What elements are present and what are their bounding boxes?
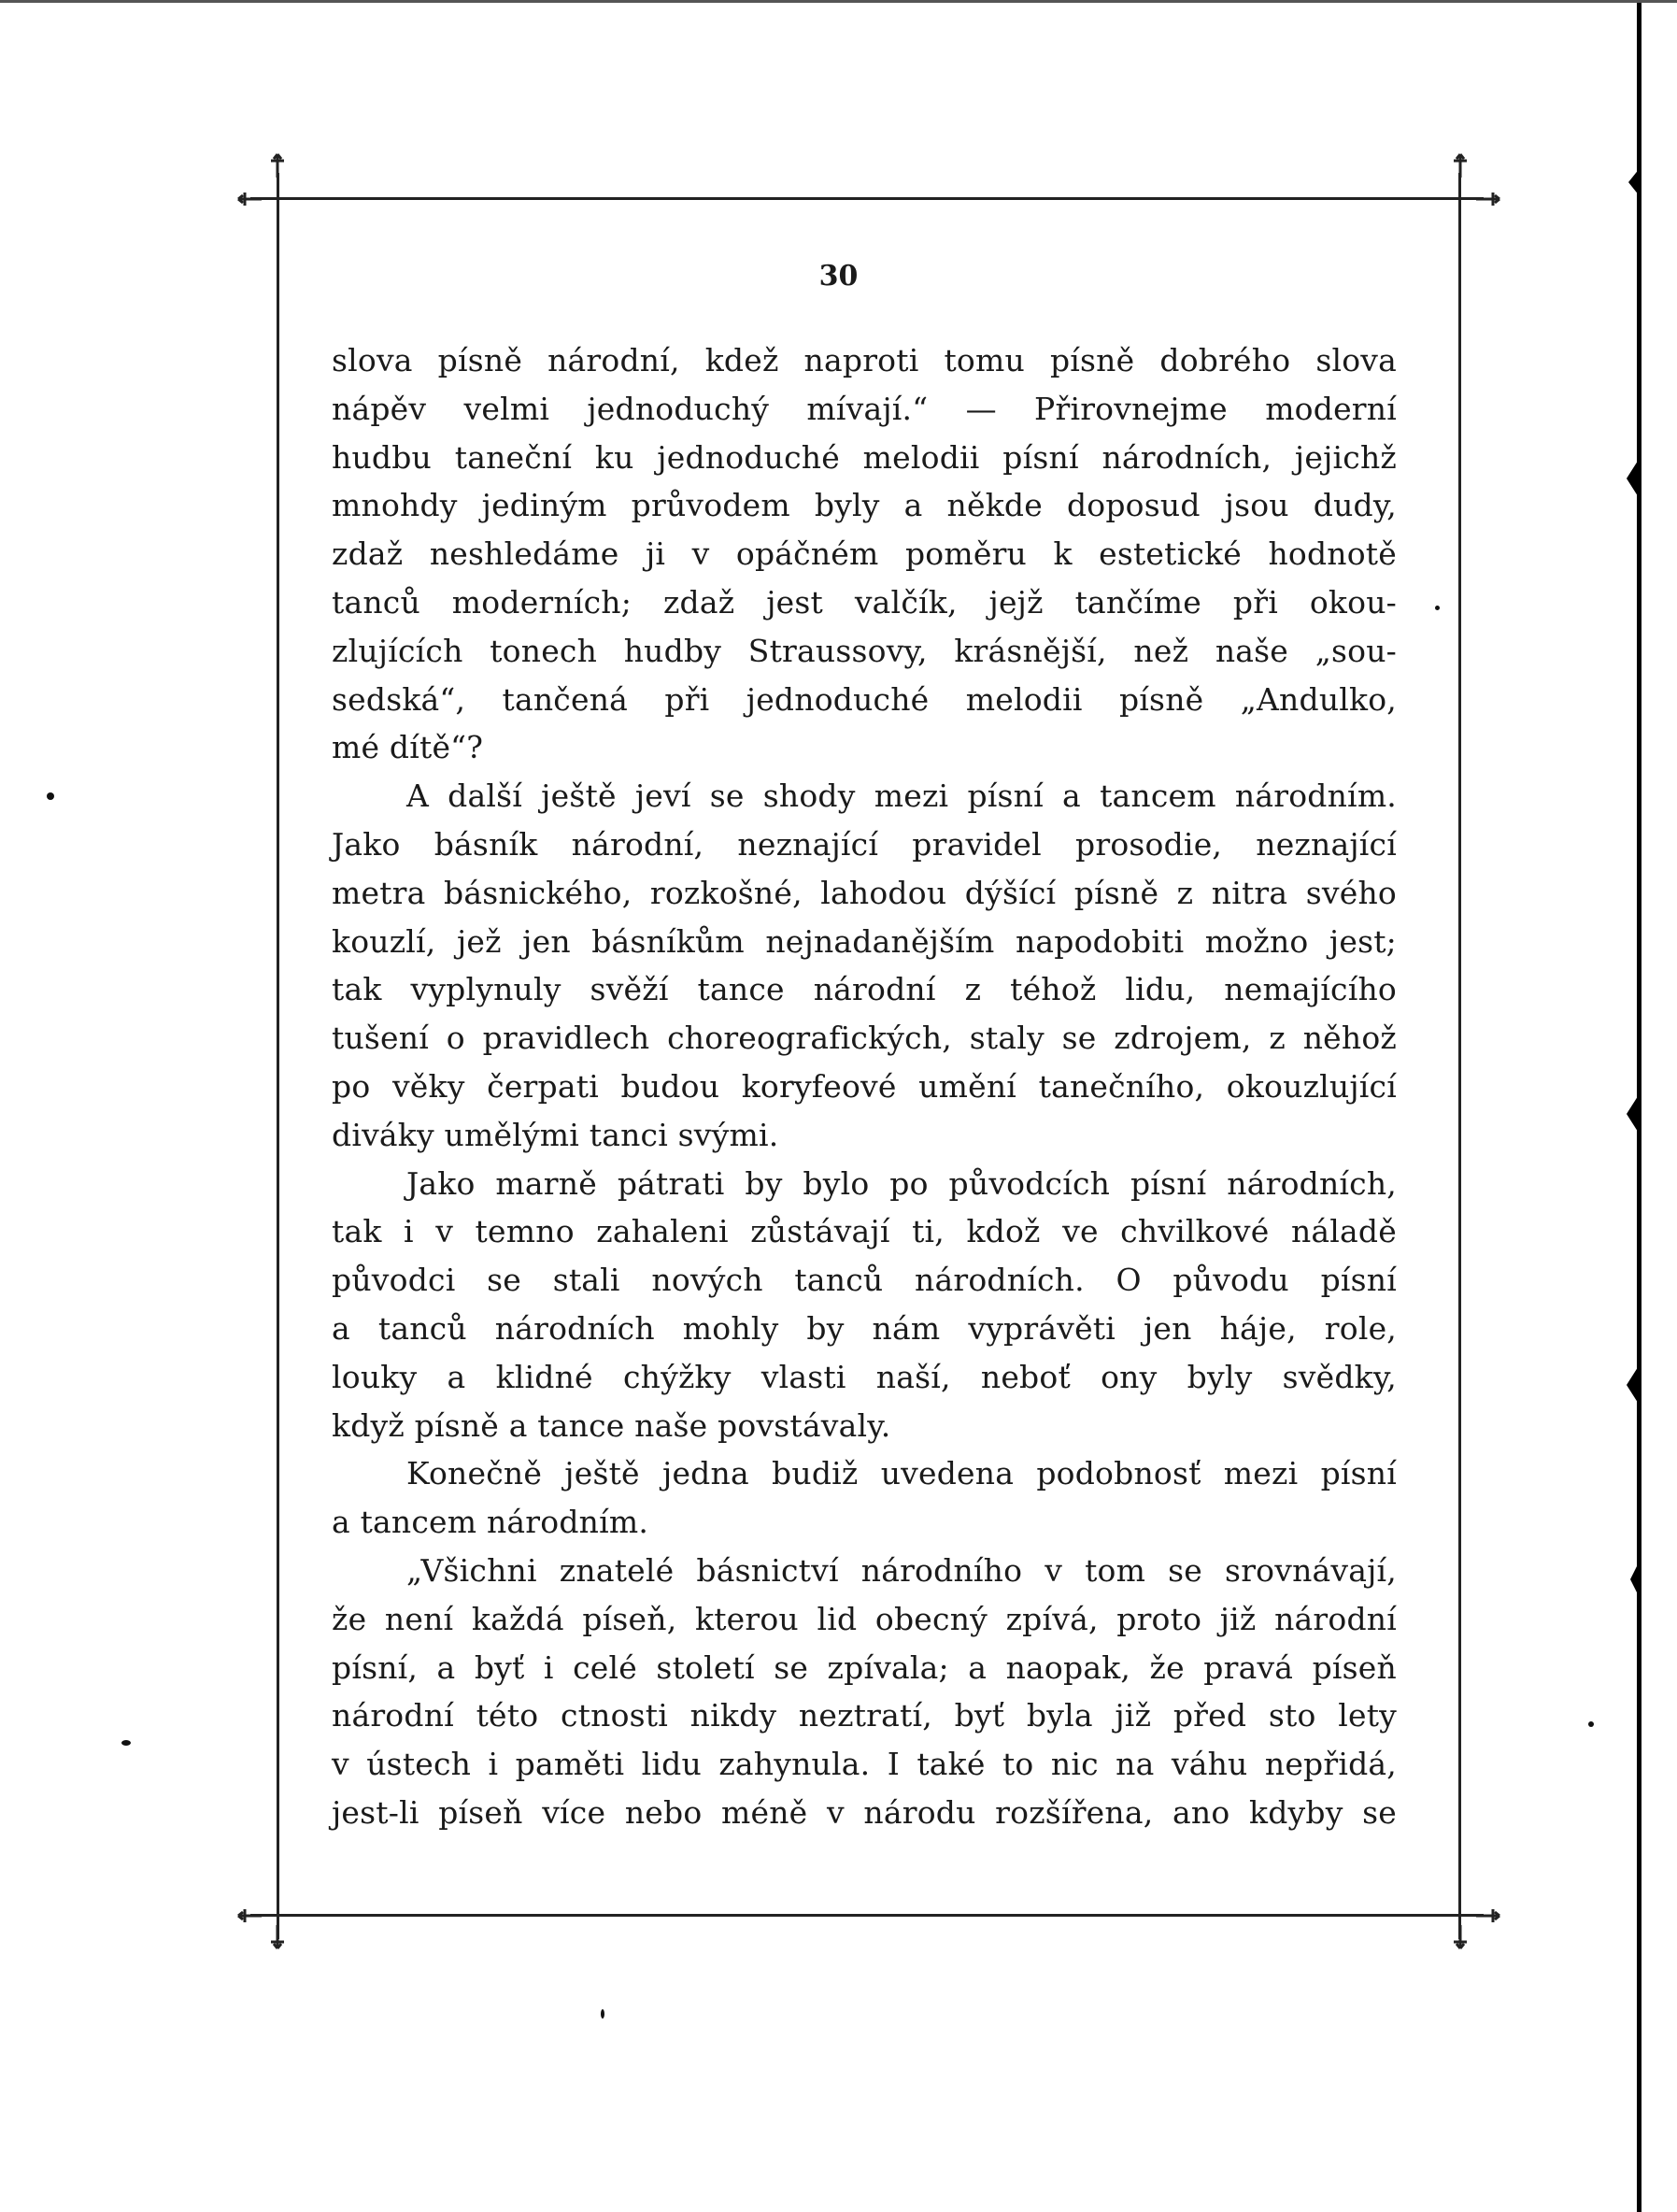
- text-line: sedská“, tančená při jednoduché melodii písně „Andulko,: [332, 680, 1397, 718]
- text-line: mnohdy jediným průvodem byly a někde doposud jsou dudy,: [332, 487, 1397, 524]
- frame-top-rule: [250, 197, 1484, 200]
- scan-speck: [1435, 606, 1440, 610]
- text-line: tak vyplynuly svěží tance národní z téhož lidu, nemajícího: [332, 971, 1397, 1008]
- corner-ornament-bottom-right: [1429, 1878, 1504, 1953]
- scan-edge-markers: [1621, 140, 1658, 1916]
- text-line: Jako básník národní, neznající pravidel prosodie, neznající: [332, 825, 1397, 863]
- text-line: po věky čerpati budou koryfeové umění tanečního, okouzlující: [332, 1067, 1397, 1105]
- frame-bottom-rule: [250, 1914, 1484, 1917]
- text-line: A další ještě jeví se shody mezi písní a tancem národním.: [406, 778, 1397, 815]
- body-text: [332, 336, 1397, 1837]
- scan-edge-top: [0, 0, 1677, 3]
- paragraph-2: [332, 772, 1397, 1159]
- text-line: tak i v temno zahaleni zůstávají ti, kdož ve chvilkové náladě: [332, 1213, 1397, 1250]
- scan-speck: [47, 792, 54, 800]
- text-line: a tanců národních mohly by nám vyprávěti jen háje, role,: [332, 1309, 1397, 1347]
- frame-right-rule: [1458, 173, 1461, 1939]
- text-line: mé dítě“?: [332, 729, 484, 766]
- text-line: národní této ctnosti nikdy neztratí, byť byla již před sto lety: [332, 1697, 1397, 1734]
- scan-speck: [601, 2009, 604, 2019]
- paragraph-4: [332, 1449, 1397, 1547]
- text-line: slova písně národní, kdež naproti tomu písně dobrého slova: [332, 342, 1397, 378]
- text-line: když písně a tance naše povstávaly.: [332, 1406, 891, 1444]
- text-line: jest-li píseň více nebo méně v národu rozšířena, ano kdyby se: [332, 1793, 1397, 1831]
- text-line: že není každá píseň, kterou lid obecný zpívá, proto již národní: [332, 1600, 1397, 1637]
- corner-ornament-top-left: [234, 150, 308, 224]
- text-line: kouzlí, jež jen básníkům nejnadanějším napodobiti možno jest;: [332, 922, 1397, 960]
- text-line: „Všichni znatelé básnictví národního v tom se srovnávají,: [406, 1551, 1397, 1589]
- text-line: tanců moderních; zdaž jest valčík, jejž tančíme při okou-: [332, 583, 1397, 621]
- page-number: 30: [818, 260, 859, 293]
- text-line: nápěv velmi jednoduchý mívají.“ — Přirovnejme moderní: [332, 390, 1397, 427]
- text-line: diváky umělými tanci svými.: [332, 1116, 779, 1153]
- text-line: tušení o pravidlech choreografických, staly se zdrojem, z něhož: [332, 1020, 1397, 1057]
- text-line: hudbu taneční ku jednoduché melodii písní národních, jejichž: [332, 438, 1397, 476]
- paragraph-3: [332, 1160, 1397, 1450]
- scan-speck: [121, 1740, 131, 1746]
- text-line: zdaž neshledáme ji v opáčném poměru k estetické hodnotě: [332, 535, 1397, 573]
- text-line: Jako marně pátrati by bylo po původcích písní národních,: [406, 1164, 1397, 1202]
- text-line: metra básnického, rozkošné, lahodou dýšící písně z nitra svého: [332, 874, 1397, 911]
- paragraph-5: [332, 1547, 1397, 1837]
- text-line: Konečně ještě jedna budiž uvedena podobnosť mezi písní: [406, 1455, 1397, 1492]
- text-line: louky a klidné chýžky vlasti naší, neboť ony byly svědky,: [332, 1358, 1397, 1395]
- text-line: původci se stali nových tanců národních. O původu písní: [332, 1262, 1397, 1299]
- text-line: zlujících tonech hudby Straussovy, krásnější, než naše „sou-: [332, 632, 1397, 669]
- corner-ornament-bottom-left: [234, 1878, 308, 1953]
- text-line: v ústech i paměti lidu zahynula. I také to nic na váhu nepřidá,: [332, 1746, 1397, 1783]
- text-line: a tancem národním.: [332, 1504, 649, 1541]
- text-line: písní, a byť i celé století se zpívala; a naopak, že pravá píseň: [332, 1648, 1397, 1686]
- corner-ornament-top-right: [1429, 150, 1504, 224]
- scan-speck: [1588, 1721, 1594, 1727]
- paragraph-1: [332, 336, 1397, 772]
- frame-left-rule: [277, 173, 279, 1939]
